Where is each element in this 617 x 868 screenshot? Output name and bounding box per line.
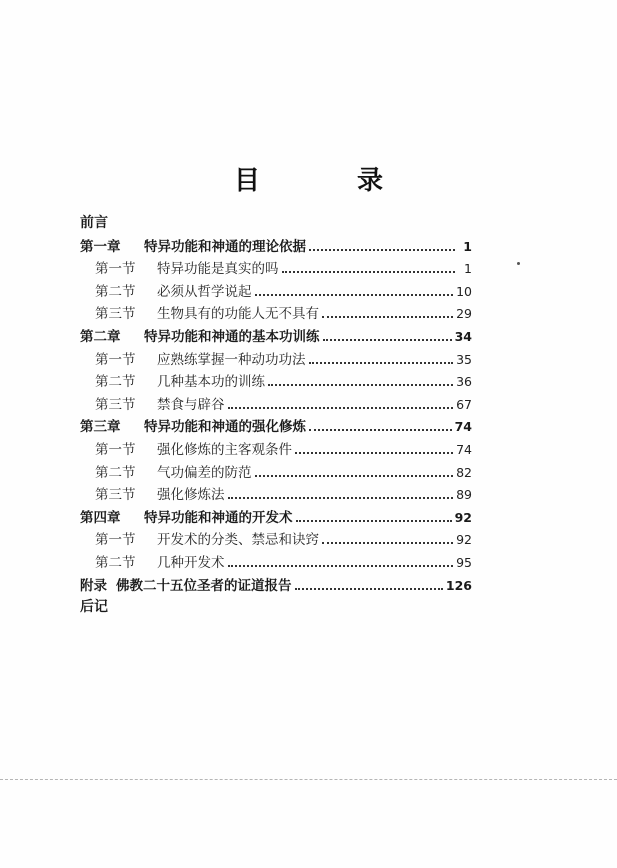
section-name: 几种开发术: [157, 554, 225, 571]
section-name: 几种基本功的训练: [157, 374, 265, 391]
page-number: 95: [456, 554, 472, 570]
toc-entry-preface[interactable]: [80, 212, 472, 235]
toc-entry-chapter-4[interactable]: [80, 506, 472, 529]
dot-leader: [322, 315, 453, 318]
chapter-name: 特异功能和神通的基本功训练: [144, 328, 320, 345]
section-label: 第二节: [95, 464, 136, 481]
chapter-label: 第三章: [80, 419, 121, 436]
toc-entry-section[interactable]: [80, 280, 472, 303]
chapter-label: 第一章: [80, 238, 121, 255]
dot-leader: [322, 541, 453, 544]
page-number: 10: [456, 283, 472, 299]
dot-leader: [309, 428, 452, 431]
scan-speck: [517, 262, 520, 265]
section-label: 第三节: [95, 396, 136, 413]
dot-leader: [228, 564, 454, 567]
section-name: 气功偏差的防范: [157, 464, 252, 481]
toc-entry-postscript[interactable]: [80, 596, 472, 619]
section-name: 开发术的分类、禁忌和诀窍: [157, 532, 319, 549]
dot-leader: [309, 248, 455, 251]
section-label: 第一节: [95, 261, 136, 278]
section-label: 第三节: [95, 487, 136, 504]
toc-entry-section[interactable]: [80, 551, 472, 574]
dot-leader: [296, 519, 452, 522]
chapter-name: 特异功能和神通的强化修炼: [144, 419, 306, 436]
dot-leader: [255, 474, 454, 477]
toc-title: 目 录: [233, 166, 428, 196]
page-number: 35: [456, 351, 472, 367]
appendix-name: 佛教二十五位圣者的证道报告: [116, 577, 292, 594]
postscript-label: 后记: [80, 599, 108, 616]
dot-leader: [228, 406, 454, 409]
page-number: 74: [454, 419, 472, 435]
page-number: 74: [456, 441, 472, 457]
page-number: 1: [463, 238, 472, 254]
page-number: 92: [454, 509, 472, 525]
page-number: 82: [456, 464, 472, 480]
section-label: 第一节: [95, 441, 136, 458]
toc-entry-chapter-2[interactable]: [80, 325, 472, 348]
page-number: 36: [456, 374, 472, 390]
toc-entry-section[interactable]: [80, 438, 472, 461]
page-number: 67: [456, 396, 472, 412]
page-number: 34: [454, 328, 472, 344]
section-label: 第一节: [95, 532, 136, 549]
dot-leader: [255, 293, 454, 296]
scan-edge-line: [0, 779, 617, 780]
chapter-label: 第四章: [80, 509, 121, 526]
section-name: 特异功能是真实的吗: [157, 261, 279, 278]
section-label: 第三节: [95, 306, 136, 323]
dot-leader: [323, 338, 452, 341]
section-name: 生物具有的功能人无不具有: [157, 306, 319, 323]
section-name: 强化修炼的主客观条件: [157, 441, 292, 458]
dot-leader: [309, 361, 454, 364]
dot-leader: [282, 270, 456, 273]
section-name: 禁食与辟谷: [157, 396, 225, 413]
section-name: 强化修炼法: [157, 487, 225, 504]
dot-leader: [268, 383, 453, 386]
toc-entry-section[interactable]: [80, 302, 472, 325]
section-name: 必须从哲学说起: [157, 283, 252, 300]
toc-entry-section[interactable]: [80, 370, 472, 393]
page-number: 126: [445, 577, 472, 593]
toc-entry-section[interactable]: [80, 257, 472, 280]
toc-entry-appendix[interactable]: [80, 574, 472, 597]
dot-leader: [295, 587, 443, 590]
appendix-label: 附录: [80, 577, 107, 594]
page-number: 1: [464, 261, 472, 277]
page-number: 89: [456, 487, 472, 503]
chapter-label: 第二章: [80, 328, 121, 345]
toc-entry-section[interactable]: [80, 348, 472, 371]
preface-label: 前言: [80, 215, 108, 231]
toc-entry-chapter-3[interactable]: [80, 415, 472, 438]
section-label: 第二节: [95, 554, 136, 571]
section-label: 第一节: [95, 351, 136, 368]
toc-entry-chapter-1[interactable]: [80, 235, 472, 258]
chapter-name: 特异功能和神通的理论依据: [144, 238, 306, 255]
toc-entry-section[interactable]: [80, 393, 472, 416]
table-of-contents: [80, 212, 472, 619]
section-name: 应熟练掌握一种动功功法: [157, 351, 306, 368]
dot-leader: [295, 451, 453, 454]
toc-entry-section[interactable]: [80, 528, 472, 551]
section-label: 第二节: [95, 283, 136, 300]
chapter-name: 特异功能和神通的开发术: [144, 509, 293, 526]
section-label: 第二节: [95, 374, 136, 391]
page-number: 92: [456, 532, 472, 548]
toc-entry-section[interactable]: [80, 483, 472, 506]
dot-leader: [228, 496, 454, 499]
page-number: 29: [456, 306, 472, 322]
toc-entry-section[interactable]: [80, 461, 472, 484]
